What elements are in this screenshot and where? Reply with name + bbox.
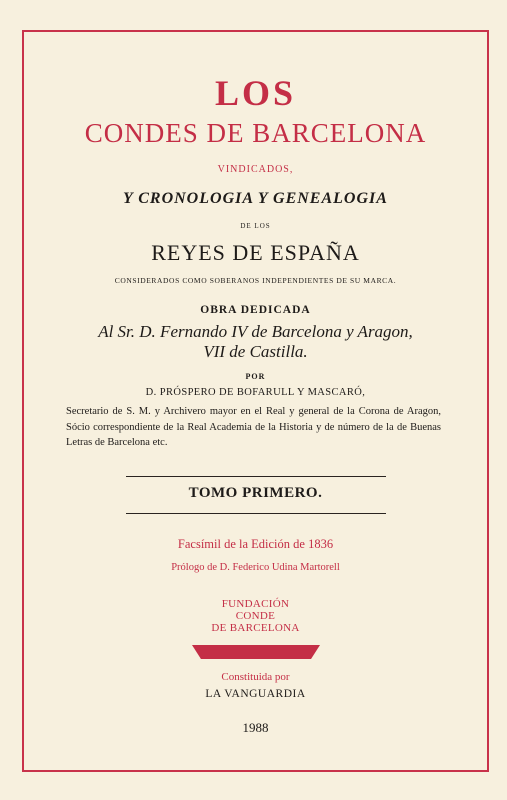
text-de-los: DE LOS — [240, 222, 271, 230]
publisher-vanguardia: LA VANGUARDIA — [205, 688, 306, 700]
subtitle-cronologia: Y CRONOLOGIA Y GENEALOGIA — [123, 190, 388, 207]
volume-label: TOMO PRIMERO. — [188, 485, 323, 501]
publication-year: 1988 — [242, 720, 269, 735]
foundation-line-3: DE BARCELONA — [211, 622, 300, 634]
text-considerados: CONSIDERADOS COMO SOBERANOS INDEPENDIENTES DE SU MARCA. — [114, 276, 397, 285]
bottom-rule — [126, 513, 386, 514]
dedication-line-1: Al Sr. D. Fernando IV de Barcelona y Aragon, — [98, 322, 413, 341]
publisher-foundation — [22, 598, 489, 634]
subtitle-vindicados: VINDICADOS, — [217, 164, 294, 175]
prologue-credit: Prólogo de D. Federico Udina Martorell — [171, 562, 340, 573]
author-name: D. PRÓSPERO DE BOFARULL Y MASCARÓ, — [145, 387, 366, 398]
dedication — [22, 322, 489, 362]
constituted-by: Constituida por — [221, 671, 290, 683]
author-credentials: Secretario de S. M. y Archivero mayor en el Real y general de la Corona de Aragon, Sócio correspondiente de la Real Academia de la Historia y de número de la de Buenas Letras de Barcelona etc. — [66, 406, 441, 448]
top-rule — [126, 476, 386, 477]
text-obra-dedicada: OBRA DEDICADA — [200, 304, 311, 316]
title-los: LOS — [214, 73, 297, 113]
dedication-line-2: VII de Castilla. — [203, 342, 308, 361]
foundation-line-2: CONDE — [235, 610, 276, 622]
text-por: POR — [245, 372, 266, 381]
title-reyes-de-espana: REYES DE ESPAÑA — [151, 240, 360, 265]
red-ribbon-emblem — [192, 645, 320, 659]
facsimile-edition: Facsímil de la Edición de 1836 — [177, 537, 334, 551]
title-condes-de-barcelona: CONDES DE BARCELONA — [84, 118, 427, 148]
foundation-line-1: FUNDACIÓN — [221, 598, 290, 610]
